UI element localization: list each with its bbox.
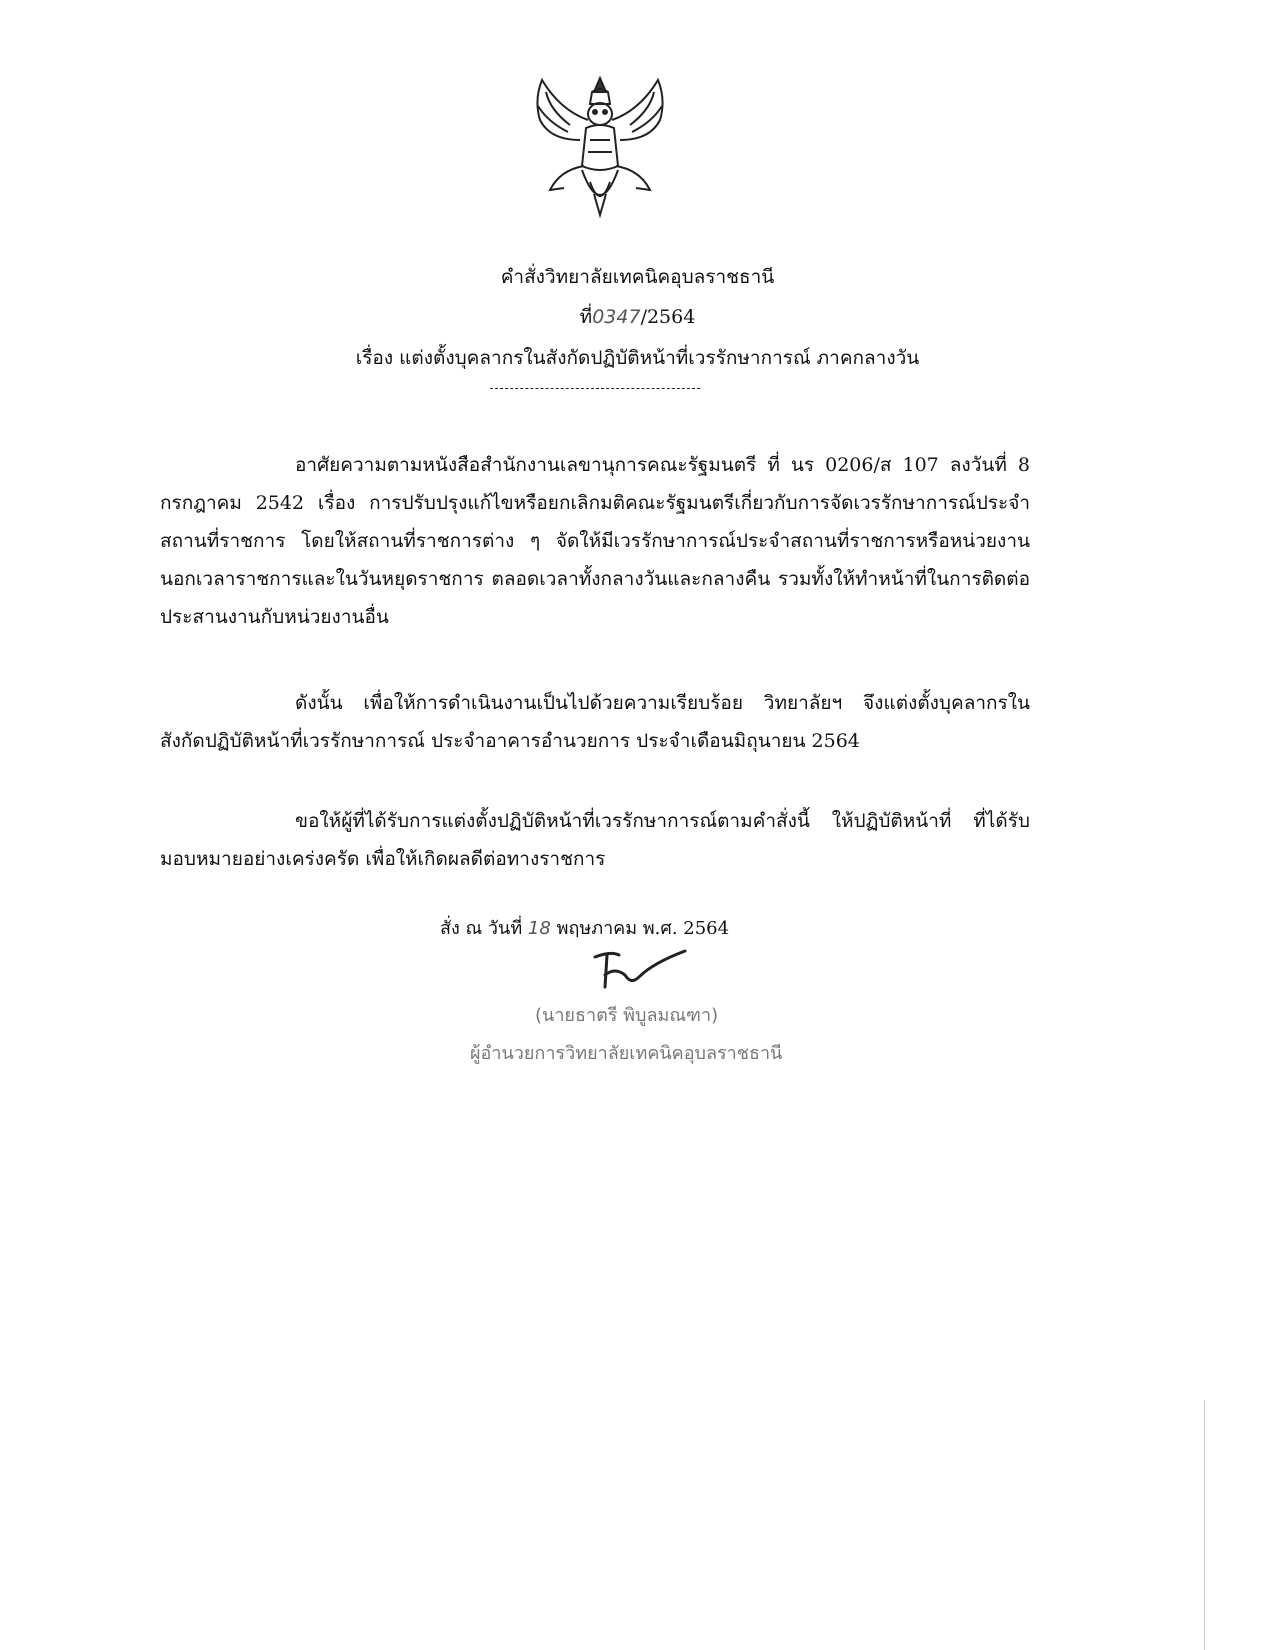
handwritten-signature	[585, 945, 695, 995]
document-subject: เรื่อง แต่งตั้งบุคลากรในสังกัดปฏิบัติหน้าที่เวรรักษาการณ์ ภาคกลางวัน	[355, 347, 920, 369]
signer-name: (นายธาตรี พิบูลมณฑา)	[535, 1005, 719, 1026]
body-paragraph-1: อาศัยความตามหนังสือสำนักงานเลขานุการคณะรัฐมนตรี ที่ นร 0206/ส 107 ลงวันที่ 8 กรกฎาคม 2542 เรื่อง การปรับปรุงแก้ไขหรือยกเลิกมติคณะรัฐมนตรีเกี่ยวกับการจัดเวรรักษาการณ์ประจำสถานที่ราชการ โดยให้สถานที่ราชการต่าง ๆ จัดให้มีเวรรักษาการณ์ประจำสถานที่ราชการหรือหน่วยงานนอกเวลาราชการและในวันหยุดราชการ ตลอดเวลาทั้งกลางวันและกลางคืน รวมทั้งให้ทำหน้าที่ในการติดต่อประสานงานกับหน่วยงานอื่น	[160, 454, 1030, 628]
date-day-handwritten: 18	[527, 918, 551, 939]
garuda-emblem-icon	[520, 70, 680, 230]
body-paragraph-2: ดังนั้น เพื่อให้การดำเนินงานเป็นไปด้วยความเรียบร้อย วิทยาลัยฯ จึงแต่งตั้งบุคลากรในสังกัดปฏิบัติหน้าที่เวรรักษาการณ์ ประจำอาคารอำนวยการ ประจำเดือนมิถุนายน 2564	[160, 692, 1030, 752]
order-date	[440, 913, 729, 942]
signer-position: ผู้อำนวยการวิทยาลัยเทคนิคอุบลราชธานี	[470, 1043, 783, 1064]
divider	[490, 388, 700, 389]
date-prefix: สั่ง ณ วันที่	[440, 918, 523, 939]
date-suffix: พฤษภาคม พ.ศ. 2564	[556, 918, 730, 939]
document-title: คำสั่งวิทยาลัยเทคนิคอุบลราชธานี	[500, 266, 775, 288]
body-paragraph-3: ขอให้ผู้ที่ได้รับการแต่งตั้งปฏิบัติหน้าที่เวรรักษาการณ์ตามคำสั่งนี้ ให้ปฏิบัติหน้าที่ ที่ได้รับมอบหมายอย่างเคร่งครัด เพื่อให้เกิดผลดีต่อทางราชการ	[160, 810, 1030, 870]
order-number-handwritten: 0347	[592, 306, 641, 328]
order-number	[0, 302, 1275, 332]
order-number-prefix: ที่	[579, 306, 593, 328]
scan-edge-mark	[1204, 1400, 1205, 1650]
order-number-suffix: /2564	[640, 306, 696, 328]
